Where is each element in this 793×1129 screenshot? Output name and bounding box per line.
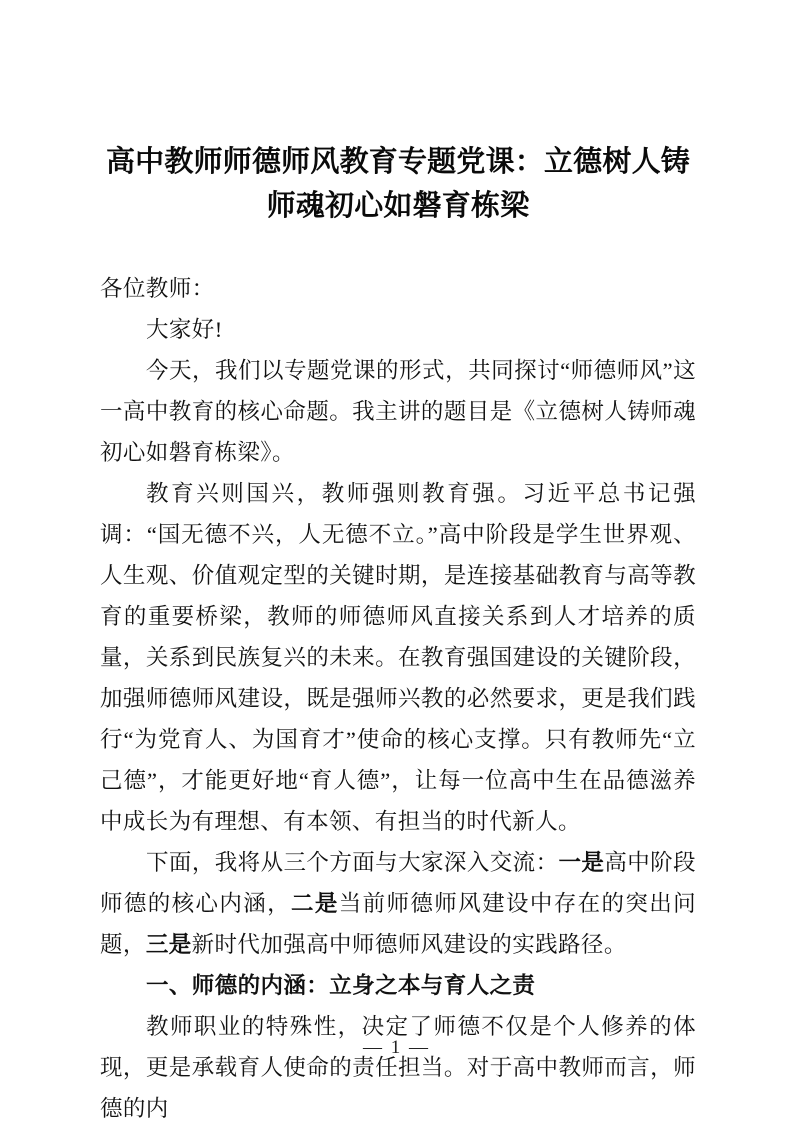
outline-segment-4: 三是 bbox=[145, 932, 192, 957]
outline-segment-2: 二是 bbox=[291, 891, 339, 916]
paragraph-background: 教育兴则国兴，教师强则教育强。习近平总书记强调：“国无德不兴，人无德不立。”高中阶段是学生世界观、人生观、价值观定型的关键时期，是连接基础教育与高等教育的重要桥梁，教师的师德师风直接关系到人才培养的质量，关系到民族复兴的未来。在教育强国建设的关键阶段，加强师德师风建设，既是强师兴教的必然要求，更是我们践行“为党育人、为国育才”使命的核心支撑。只有教师先“立己德”，才能更好地“育人德”，让每一位高中生在品德滋养中成长为有理想、有本领、有担当的时代新人。 bbox=[100, 481, 696, 834]
outline-lead: 下面，我将从三个方面与大家深入交流： bbox=[146, 850, 559, 875]
section-heading-one: 一、师德的内涵：立身之本与育人之责 bbox=[146, 973, 536, 998]
outline-segment-1: 高中阶段师德的核心内涵， bbox=[100, 850, 696, 916]
outline-segment-3: 当前师德师风建设中存在的突出问题， bbox=[100, 891, 696, 957]
salutation-line: 各位教师： bbox=[100, 276, 215, 301]
document-body bbox=[100, 268, 696, 1129]
outline-segment-5: 新时代加强高中师德师风建设的实践路径。 bbox=[191, 932, 627, 957]
paragraph-outline bbox=[100, 842, 696, 965]
page-title: 高中教师师德师风教育专题党课：立德树人铸师魂初心如磐育栋梁 bbox=[105, 146, 690, 222]
paragraph-intro: 今天，我们以专题党课的形式，共同探讨“师德师风”这一高中教育的核心命题。我主讲的题目是《立德树人铸师魂初心如磐育栋梁》。 bbox=[100, 358, 696, 465]
paragraph-section-body: 教师职业的特殊性，决定了师德不仅是个人修养的体现，更是承载育人使命的责任担当。对于高中教师而言，师德的内 bbox=[100, 1014, 696, 1121]
outline-segment-0: 一是 bbox=[558, 850, 605, 875]
greeting-line: 大家好! bbox=[146, 317, 223, 342]
page-number-footer: — 1 — bbox=[363, 1037, 430, 1058]
